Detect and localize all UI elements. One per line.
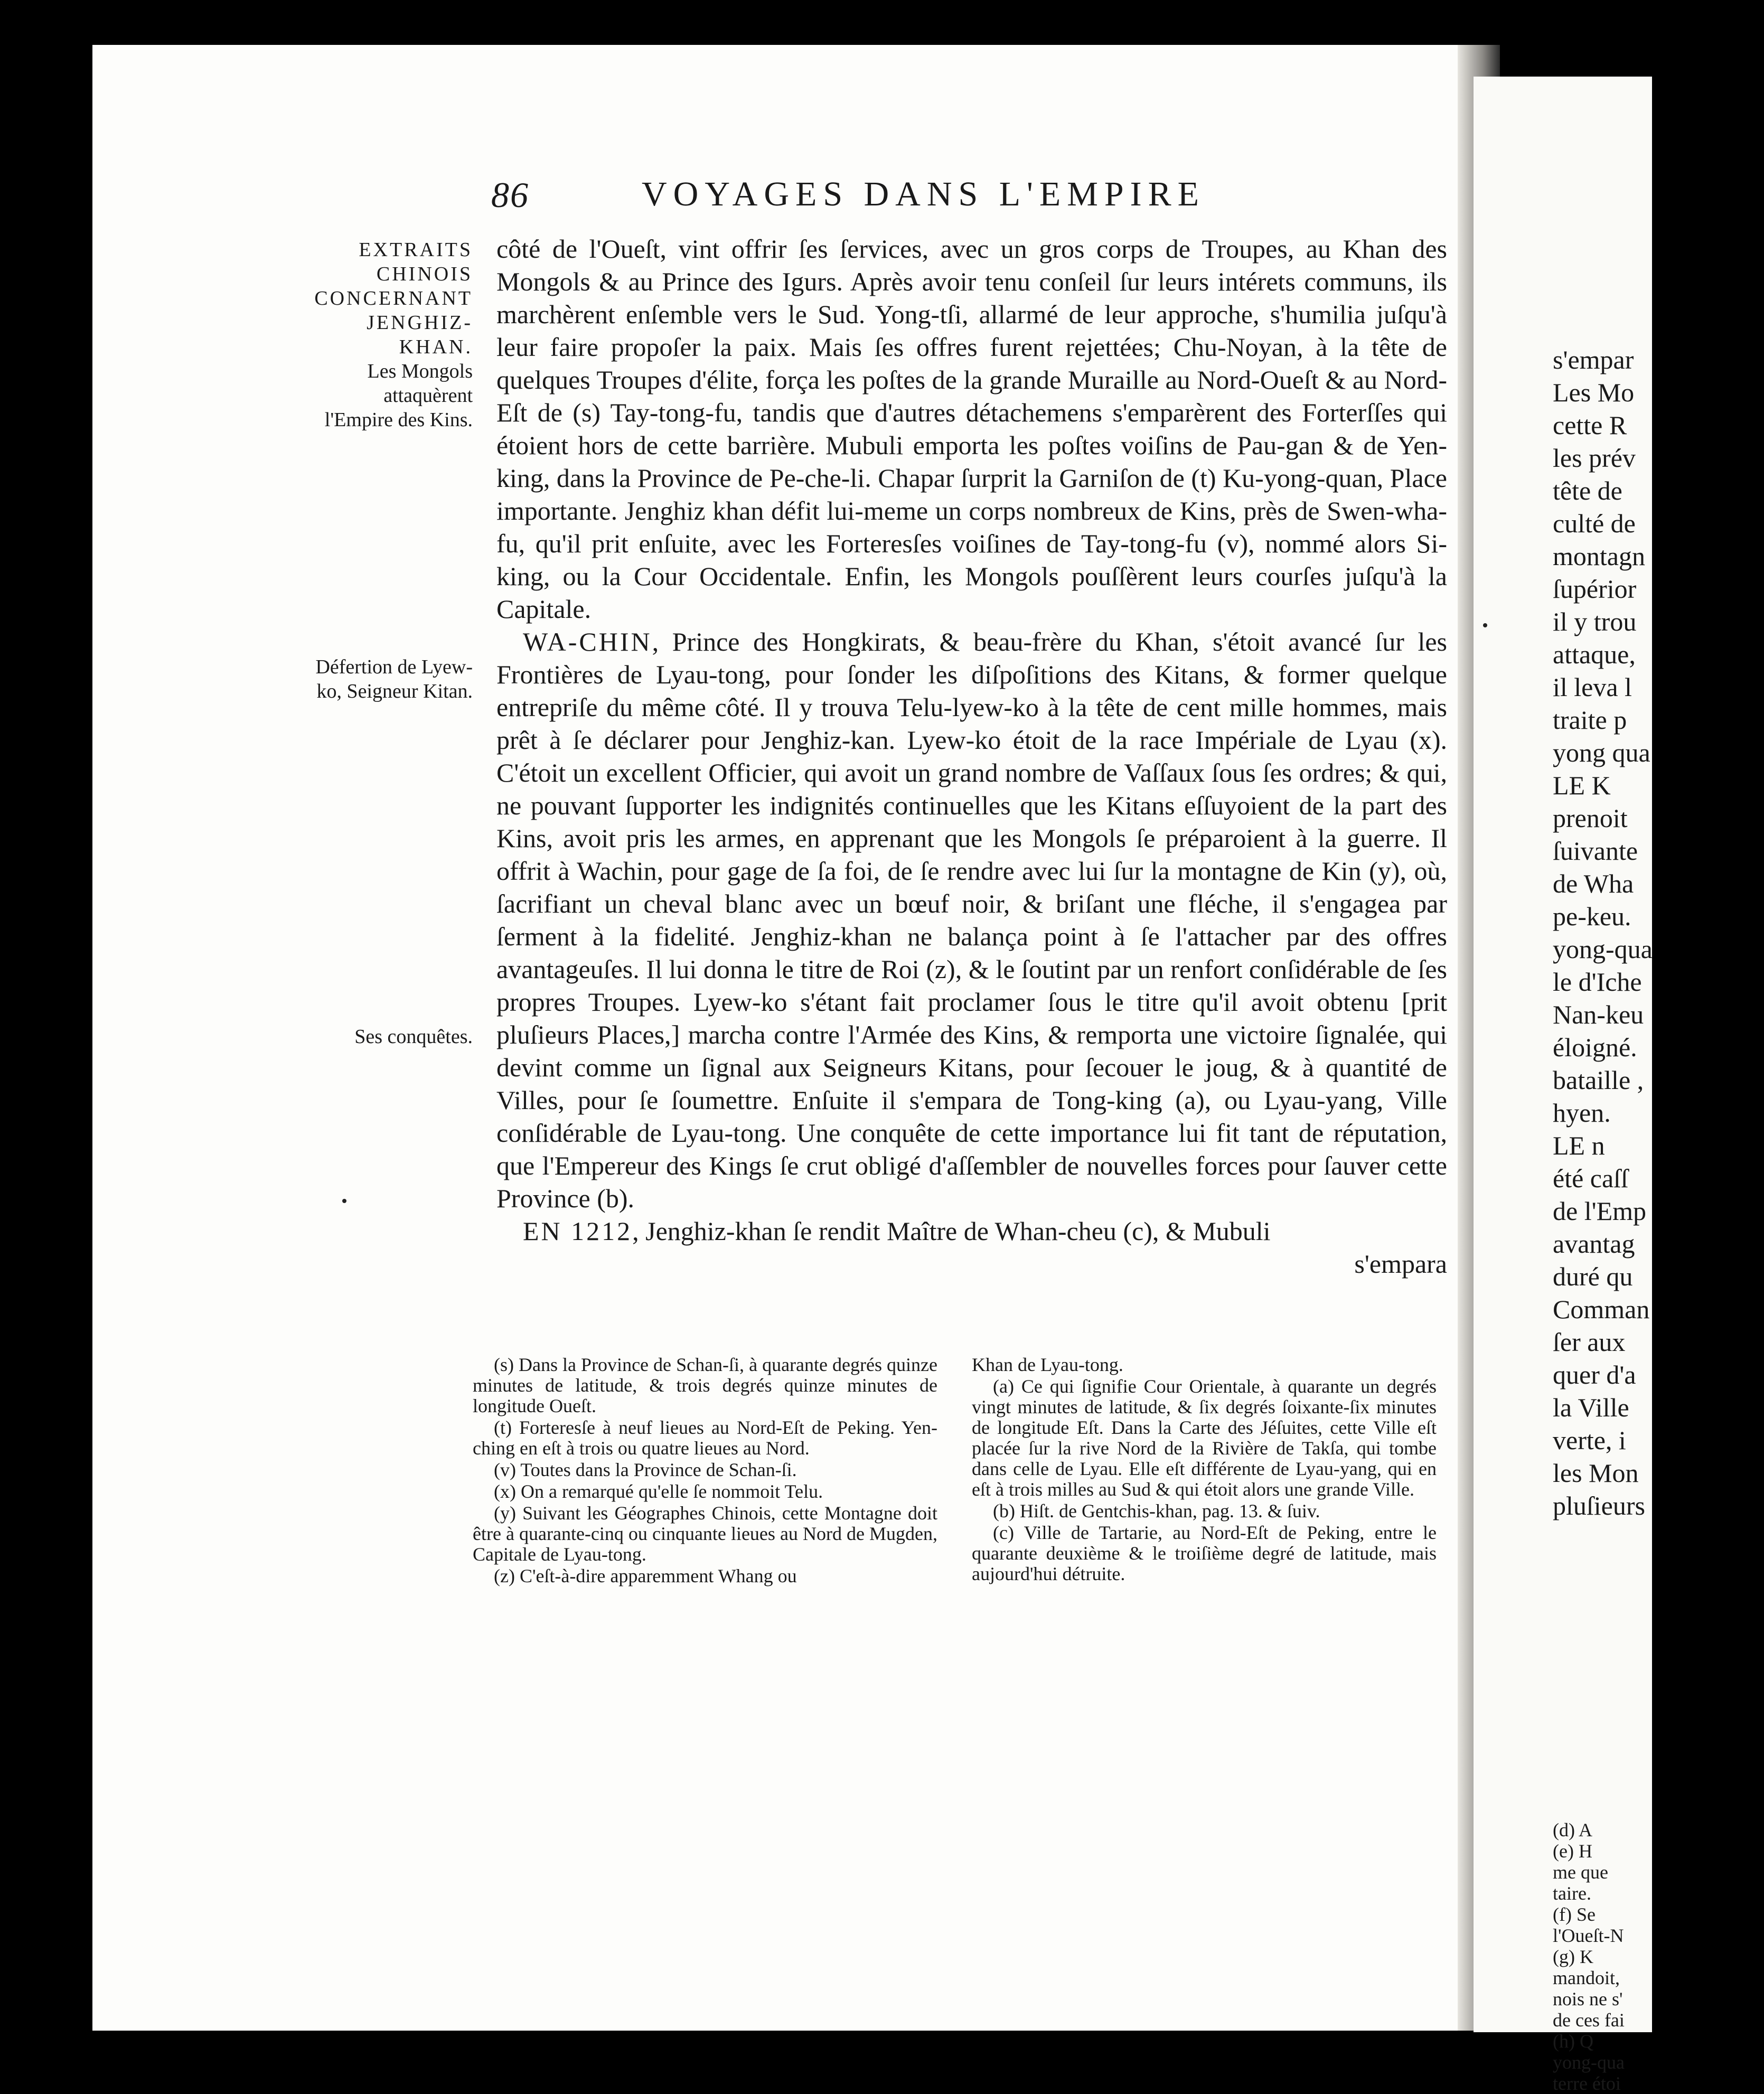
facing-page-line: LE n [1553, 1131, 1605, 1160]
facing-page-line: éloigné. [1553, 1032, 1637, 1062]
sidenote-defertion: Défertion de Lyew-ko, Seigneur Kitan. [315, 656, 473, 702]
sidenote-conquetes: Ses conquêtes. [354, 1026, 473, 1048]
facing-page-line: culté de [1553, 509, 1636, 538]
facing-page-line: il y trou [1553, 607, 1637, 636]
main-text [496, 232, 1447, 1280]
paragraph-2 [496, 625, 1447, 1215]
sidenote-extraits [314, 238, 473, 432]
facing-page-line: yong-qua [1553, 934, 1653, 964]
facing-page-line: les prév [1553, 443, 1636, 473]
ink-spot [1483, 623, 1487, 627]
facing-page-footnote-line: (f) Se [1553, 1904, 1596, 1925]
facing-page-line: il leva l [1553, 672, 1632, 702]
paragraph-3 [496, 1215, 1447, 1280]
facing-page-line: montagn [1553, 541, 1645, 571]
facing-page-line: le d'Iche [1553, 967, 1642, 997]
page-header [491, 174, 1315, 222]
footnote-t: (t) Forteresſe à neuf lieues au Nord-Eſt de Peking. Yen-ching en eſt à trois ou quatre lieues au Nord. [473, 1417, 937, 1459]
facing-page-line: s'empar [1553, 345, 1634, 374]
page-number: 86 [491, 175, 529, 215]
facing-page-line: les Mon [1553, 1458, 1639, 1488]
facing-page-line: été caſſ [1553, 1163, 1628, 1193]
facing-page-line: yong qua [1553, 738, 1650, 767]
footnote-a: (a) Ce qui ſignifie Cour Orientale, à quarante un degrés vingt minutes de latitude, & ſix degrés ſoixante-ſix minutes de longitude Eſt. Dans la Carte des Jéſuites, cette Ville eſt placée ſur la rive Nord de la Rivière de Takſa, qui tombe dans celle de Lyau. Elle eſt différente de Lyau-yang, qui en eſt à trois milles au Sud & qui étoit alors une grande Ville. [972, 1376, 1437, 1500]
facing-page-line: avantag [1553, 1229, 1635, 1259]
footnote-s: (s) Dans la Province de Schan-ſi, à quarante degrés quinze minutes de latitude, & trois degrés quinze minutes de longitude Oueſt. [473, 1354, 937, 1416]
facing-page-line: attaque, [1553, 640, 1636, 669]
sidenote-mongols: Les Mongols attaquèrent l'Empire des Kins. [324, 360, 473, 431]
paragraph-2-text: , Prince des Hongkirats, & beau-frère du Khan, s'étoit avancé ſur les Frontières de Lyau-tong, pour ſonder les diſpoſitions des Kitans, & former quelque entrepriſe du même côté. Il y trouva Telu-lyew-ko à la tête de cent mille hommes, mais prêt à ſe déclarer pour Jenghiz-kan. Lyew-ko étoit de la race Impériale de Lyau (x). C'étoit un excellent Officier, qui avoit un grand nombre de Vaſſaux ſous ſes ordres; & qui, ne pouvant ſupporter les indignités continuelles que les Kitans eſſuyoient de la part des Kins, avoit pris les armes, en apprenant que les Mongols ſe préparoient à la guerre. Il offrit à Wachin, pour gage de ſa foi, de ſe rendre avec lui ſur la montagne de Kin (y), où, ſacrifiant un cheval blanc avec un bœuf noir, & briſant une fléche, il s'engagea par ſerment à la fidelité. Jenghiz-khan ne balança point à ſe l'attacher par des offres avantageuſes. Il lui donna le titre de Roi (z), & le ſoutint par un renfort conſidérable de ſes propres Troupes. Lyew-ko s'étant fait proclamer ſous le titre qu'il avoit obtenu [prit pluſieurs Places,] marcha contre l'Armée des Kins, & remporta une victoire ſignalée, qui devint comme un ſignal aux Seigneurs Kitans, pour ſecouer le joug, & à quantité de Villes, pour ſe ſoumettre. Enſuite il s'empara de Tong-king (a), ou Lyau-yang, Ville conſidérable de Lyau-tong. Une conquête de cette importance lui fit tant de réputation, que l'Empereur des Kings ſe crut obligé d'aſſembler de nouvelles forces pour ſauver cette Province (b). [496, 627, 1447, 1213]
footnote-z-continued: Khan de Lyau-tong. [972, 1354, 1123, 1375]
facing-page-line: cette R [1553, 410, 1627, 440]
facing-page-footnote-line: taire. [1553, 1883, 1591, 1904]
footnotes-left-column [473, 1355, 937, 1588]
footnote-v: (v) Toutes dans la Province de Schan-ſi. [494, 1459, 797, 1480]
paragraph-1: côté de l'Oueſt, vint offrir ſes ſervices, avec un gros corps de Troupes, au Khan des Mongols & au Prince des Igurs. Après avoir tenu conſeil ſur leurs intérets communs, ils marchèrent enſemble vers le Sud. Yong-tſi, allarmé de leur approche, s'humilia juſqu'à leur faire propoſer la paix. Mais ſes offres furent rejettées; Chu-Noyan, à la tête de quelques Troupes d'élite, força les poſtes de la grande Muraille au Nord-Oueſt & au Nord-Eſt de (s) Tay-tong-fu, tandis que d'autres détachemens s'emparèrent des Forterſſes qui étoient hors de cette barrière. Mubuli emporta les poſtes voiſins de Pau-gan & de Yen-king, dans la Province de Pe-che-li. Chapar ſurprit la Garniſon de (t) Ku-yong-quan, Place importante. Jenghiz khan défit lui-meme un corps nombreux de Kins, près de Swen-wha-fu, qu'il prit enſuite, avec les Forteresſes voiſines de Tay-tong-fu (v), nommé alors Si-king, ou la Cour Occidentale. Enfin, les Mongols pouſſèrent leurs courſes juſqu'à la Capitale. [496, 234, 1447, 624]
facing-page-footnote-line: (d) A [1553, 1819, 1592, 1841]
facing-page-footnote-line: (h) Q [1553, 2031, 1593, 2052]
facing-page-line: LE K [1553, 771, 1611, 800]
ink-spot [342, 1199, 346, 1203]
facing-page-line: Comman [1553, 1294, 1650, 1324]
footnote-b: (b) Hiſt. de Gentchis-khan, pag. 13. & ſuiv. [993, 1500, 1320, 1522]
facing-page-line: Les Mo [1553, 378, 1635, 407]
facing-page-line: ſupérior [1553, 574, 1637, 604]
facing-page-footnote-line: l'Oueſt-N [1553, 1925, 1624, 1946]
facing-page-line: traite p [1553, 705, 1627, 735]
facing-page-line: prenoit [1553, 803, 1628, 833]
facing-page-line: bataille , [1553, 1065, 1644, 1095]
facing-page-footnote-line: de ces fai [1553, 2010, 1625, 2031]
facing-page-footnote-line: nois ne s' [1553, 1988, 1623, 2010]
catchword: s'empara [1354, 1249, 1447, 1279]
paragraph-3-lead: EN 1212 [523, 1216, 633, 1246]
facing-page-line: verte, i [1553, 1425, 1626, 1455]
facing-page-footnote-line: me que [1553, 1862, 1608, 1883]
footnote-c: (c) Ville de Tartarie, au Nord-Eſt de Peking, entre le quarante deuxième & le troiſième degré de latitude, mais aujourd'hui détruite. [972, 1522, 1437, 1584]
facing-page-line: duré qu [1553, 1262, 1633, 1291]
paragraph-2-lead: WA-CHIN [523, 627, 652, 656]
running-title: VOYAGES DANS L'EMPIRE [642, 175, 1205, 213]
facing-page-line: pluſieurs [1553, 1491, 1645, 1520]
facing-page-line: ſer aux [1553, 1327, 1626, 1357]
footnote-z: (z) C'eſt-à-dire apparemment Whang ou [494, 1565, 797, 1586]
footnotes [473, 1355, 1439, 1724]
paragraph-3-text: , Jenghiz-khan ſe rendit Maître de Whan-cheu (c), & Mubuli [632, 1216, 1271, 1246]
facing-page-footnotes [1553, 1819, 1764, 2094]
facing-page-line: tête de [1553, 476, 1622, 505]
facing-page-text [1553, 343, 1764, 1522]
facing-page-line: ſuivante [1553, 836, 1638, 866]
footnotes-right-column [972, 1355, 1437, 1585]
facing-page-footnote-line: (g) K [1553, 1946, 1593, 1967]
facing-page-line: Nan-keu [1553, 1000, 1644, 1029]
facing-page-footnote-line: (e) H [1553, 1841, 1592, 1862]
facing-page-line: de Wha [1553, 869, 1634, 898]
facing-page-line: de l'Emp [1553, 1196, 1647, 1226]
facing-page [1474, 77, 1653, 2094]
sidenote-heading: EXTRAITS CHINOIS CONCERNANT JENGHIZ-KHAN. [314, 239, 473, 358]
footnote-y: (y) Suivant les Géographes Chinois, cette Montagne doit être à quarante-cinq ou cinquante lieues au Nord de Mugden, Capitale de Lyau-tong. [473, 1503, 937, 1565]
facing-page-footnote-line: mandoit, [1553, 1967, 1620, 1988]
facing-page-line: la Ville [1553, 1393, 1629, 1422]
facing-page-footnote-line: yong-qua [1553, 2052, 1625, 2073]
facing-page-line: pe-keu. [1553, 902, 1631, 931]
facing-page-line: hyen. [1553, 1098, 1611, 1128]
facing-page-line: quer d'a [1553, 1360, 1636, 1389]
footnote-x: (x) On a remarqué qu'elle ſe nommoit Telu. [494, 1481, 823, 1502]
facing-page-footnote-line: terre étoi [1553, 2073, 1621, 2094]
